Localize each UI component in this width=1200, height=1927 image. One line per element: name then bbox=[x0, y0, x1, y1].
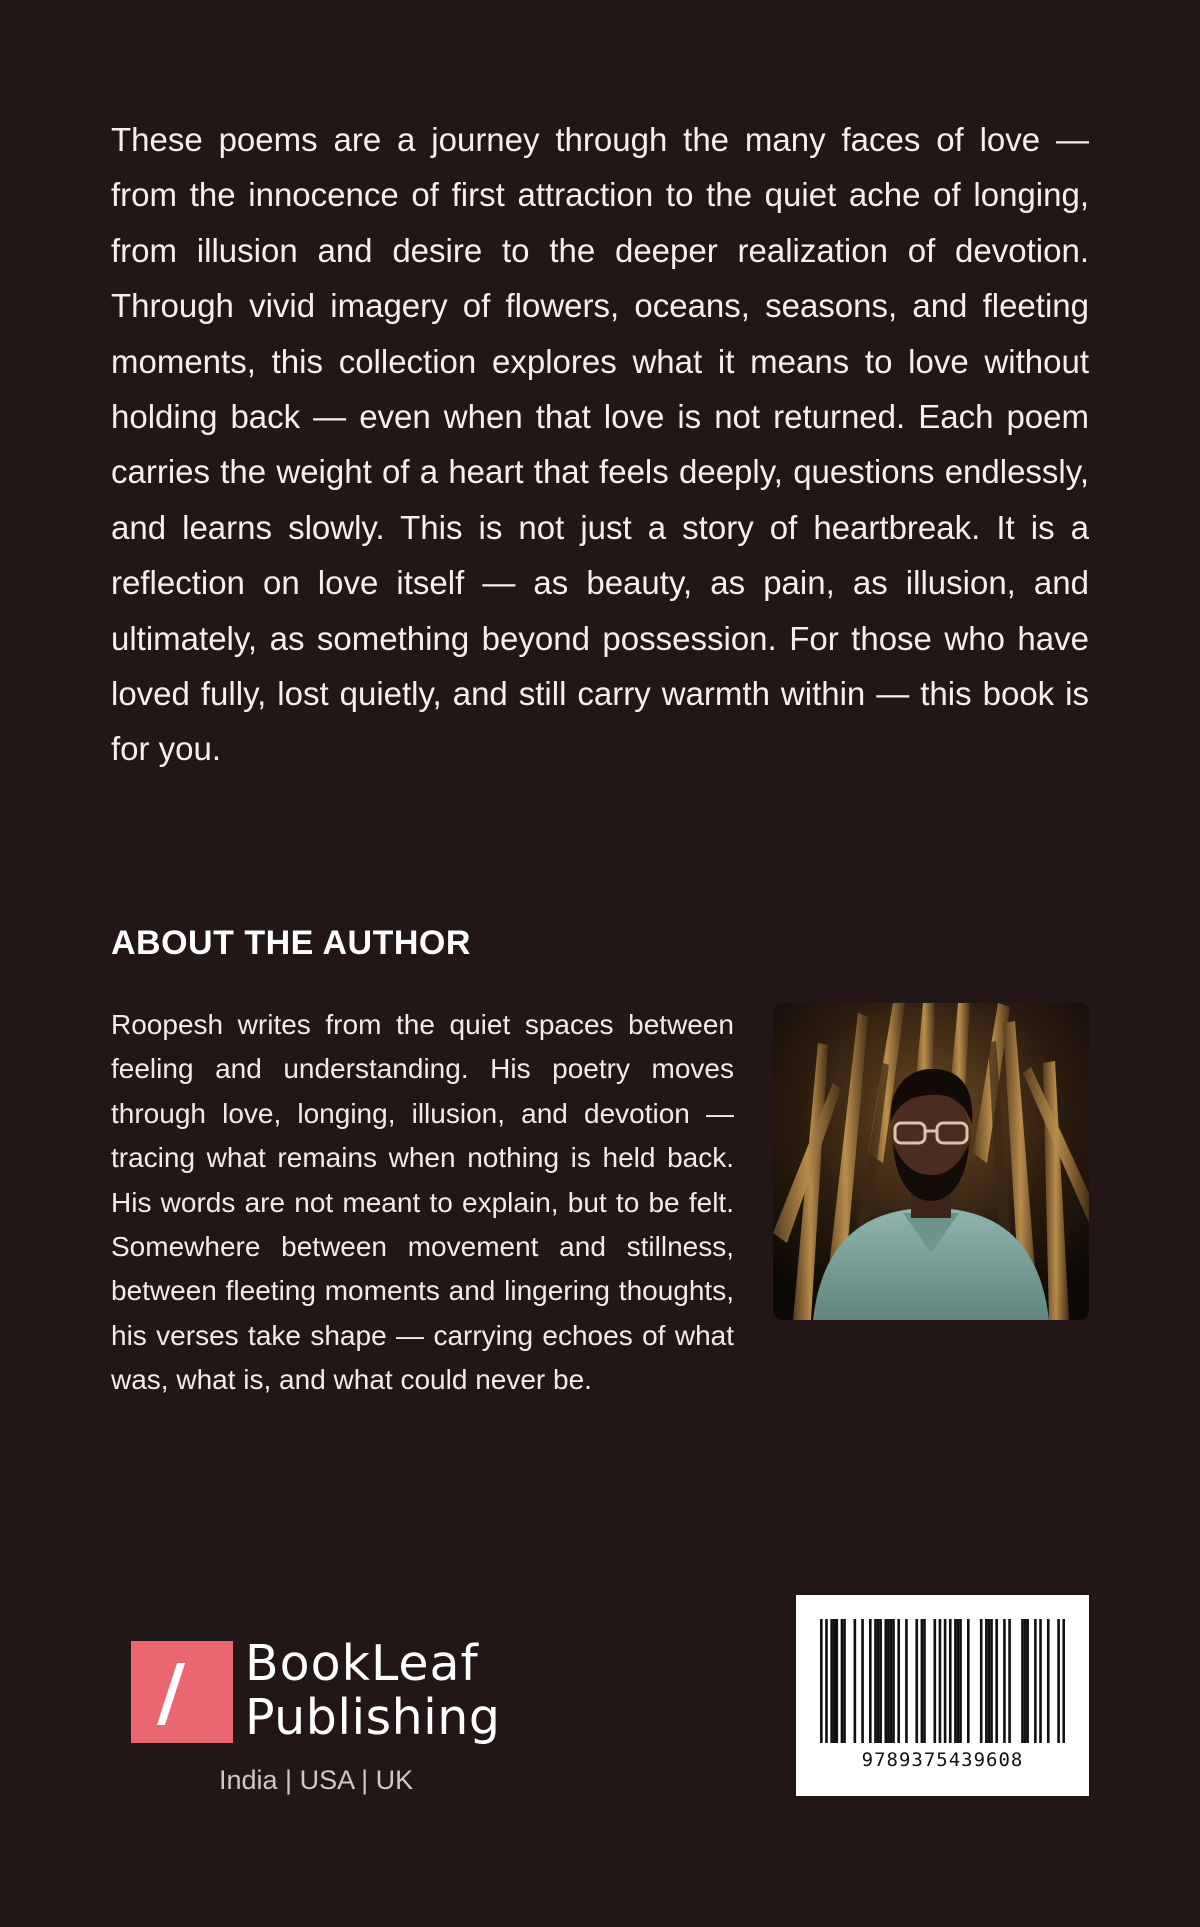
barcode-bar bbox=[890, 1619, 893, 1743]
barcode-bar bbox=[988, 1619, 991, 1743]
barcode-bar bbox=[1047, 1619, 1050, 1743]
barcode-bar bbox=[861, 1619, 864, 1743]
publisher-logo-mark bbox=[131, 1641, 233, 1743]
barcode-bar bbox=[985, 1619, 988, 1743]
barcode-bar bbox=[954, 1619, 957, 1743]
barcode-bar bbox=[957, 1619, 960, 1743]
barcode-bar bbox=[990, 1619, 993, 1743]
barcode-bar bbox=[915, 1619, 918, 1743]
author-photo bbox=[773, 1003, 1089, 1320]
isbn-barcode bbox=[796, 1595, 1089, 1796]
barcode-bar bbox=[959, 1619, 962, 1743]
barcode-bar bbox=[830, 1619, 833, 1743]
barcode-bar bbox=[877, 1619, 880, 1743]
barcode-bar bbox=[825, 1619, 828, 1743]
barcode-bar bbox=[1024, 1619, 1027, 1743]
publisher-name-line2: Publishing bbox=[245, 1689, 501, 1746]
barcode-bar bbox=[843, 1619, 846, 1743]
barcode-bar bbox=[923, 1619, 926, 1743]
slash-icon bbox=[157, 1663, 185, 1725]
about-author-text: Roopesh writes from the quiet spaces between feeling and understanding. His poetry moves through love, longing, illusion, and devotion — tracing what remains when nothing is held back. His words are not meant to explain, but to be felt. Somewhere between movement and stillness, between fleeting moments and lingering thoughts, his verses take shape — carrying echoes of what was, what is, and what could never be. bbox=[111, 1009, 734, 1396]
publisher-logo bbox=[131, 1636, 511, 1796]
barcode-bar bbox=[841, 1619, 844, 1743]
barcode-bar bbox=[1003, 1619, 1006, 1743]
barcode-bar bbox=[1039, 1619, 1042, 1743]
isbn-number: 9789375439608 bbox=[861, 1749, 1024, 1771]
barcode-bar bbox=[892, 1619, 895, 1743]
barcode-bar bbox=[939, 1619, 942, 1743]
barcode-bar bbox=[905, 1619, 908, 1743]
barcode-bar bbox=[1062, 1619, 1065, 1743]
barcode-bar bbox=[874, 1619, 877, 1743]
barcode-bar bbox=[884, 1619, 887, 1743]
about-author-heading: ABOUT THE AUTHOR bbox=[111, 924, 471, 962]
barcode-bar bbox=[1021, 1619, 1024, 1743]
barcode-bar bbox=[1026, 1619, 1029, 1743]
barcode-bar bbox=[854, 1619, 857, 1743]
barcode-bar bbox=[933, 1619, 936, 1743]
barcode-bar bbox=[949, 1619, 952, 1743]
barcode-bar bbox=[980, 1619, 983, 1743]
barcode-bar bbox=[897, 1619, 900, 1743]
barcode-bars bbox=[820, 1619, 1065, 1743]
barcode-bar bbox=[967, 1619, 970, 1743]
barcode-bar bbox=[833, 1619, 836, 1743]
barcode-bar bbox=[869, 1619, 872, 1743]
barcode-bar bbox=[1034, 1619, 1037, 1743]
barcode-bar bbox=[879, 1619, 882, 1743]
barcode-bar bbox=[1008, 1619, 1011, 1743]
barcode-bar bbox=[820, 1619, 823, 1743]
barcode-bar bbox=[944, 1619, 947, 1743]
barcode-bar bbox=[921, 1619, 924, 1743]
barcode-bar bbox=[1057, 1619, 1060, 1743]
publisher-regions: India | USA | UK bbox=[219, 1765, 414, 1795]
publisher-name-line1: BookLeaf bbox=[245, 1635, 479, 1692]
barcode-bar bbox=[995, 1619, 998, 1743]
barcode-bar bbox=[835, 1619, 838, 1743]
book-blurb: These poems are a journey through the many faces of love — from the innocence of first attraction to the quiet ache of longing, from illusion and desire to the deeper realization of devotion. Through vivid imagery of flowers, oceans, seasons, and fleeting moments, this collection explores what it means to love without holding back — even when that love is not returned. Each poem carries the weight of a heart that feels deeply, questions endlessly, and learns slowly. This is not just a story of heartbreak. It is a reflection on love itself — as beauty, as pain, as illusion, and ultimately, as something beyond possession. For those who have loved fully, lost quietly, and still carry warmth within — this book is for you. bbox=[111, 121, 1089, 768]
barcode-bar bbox=[887, 1619, 890, 1743]
